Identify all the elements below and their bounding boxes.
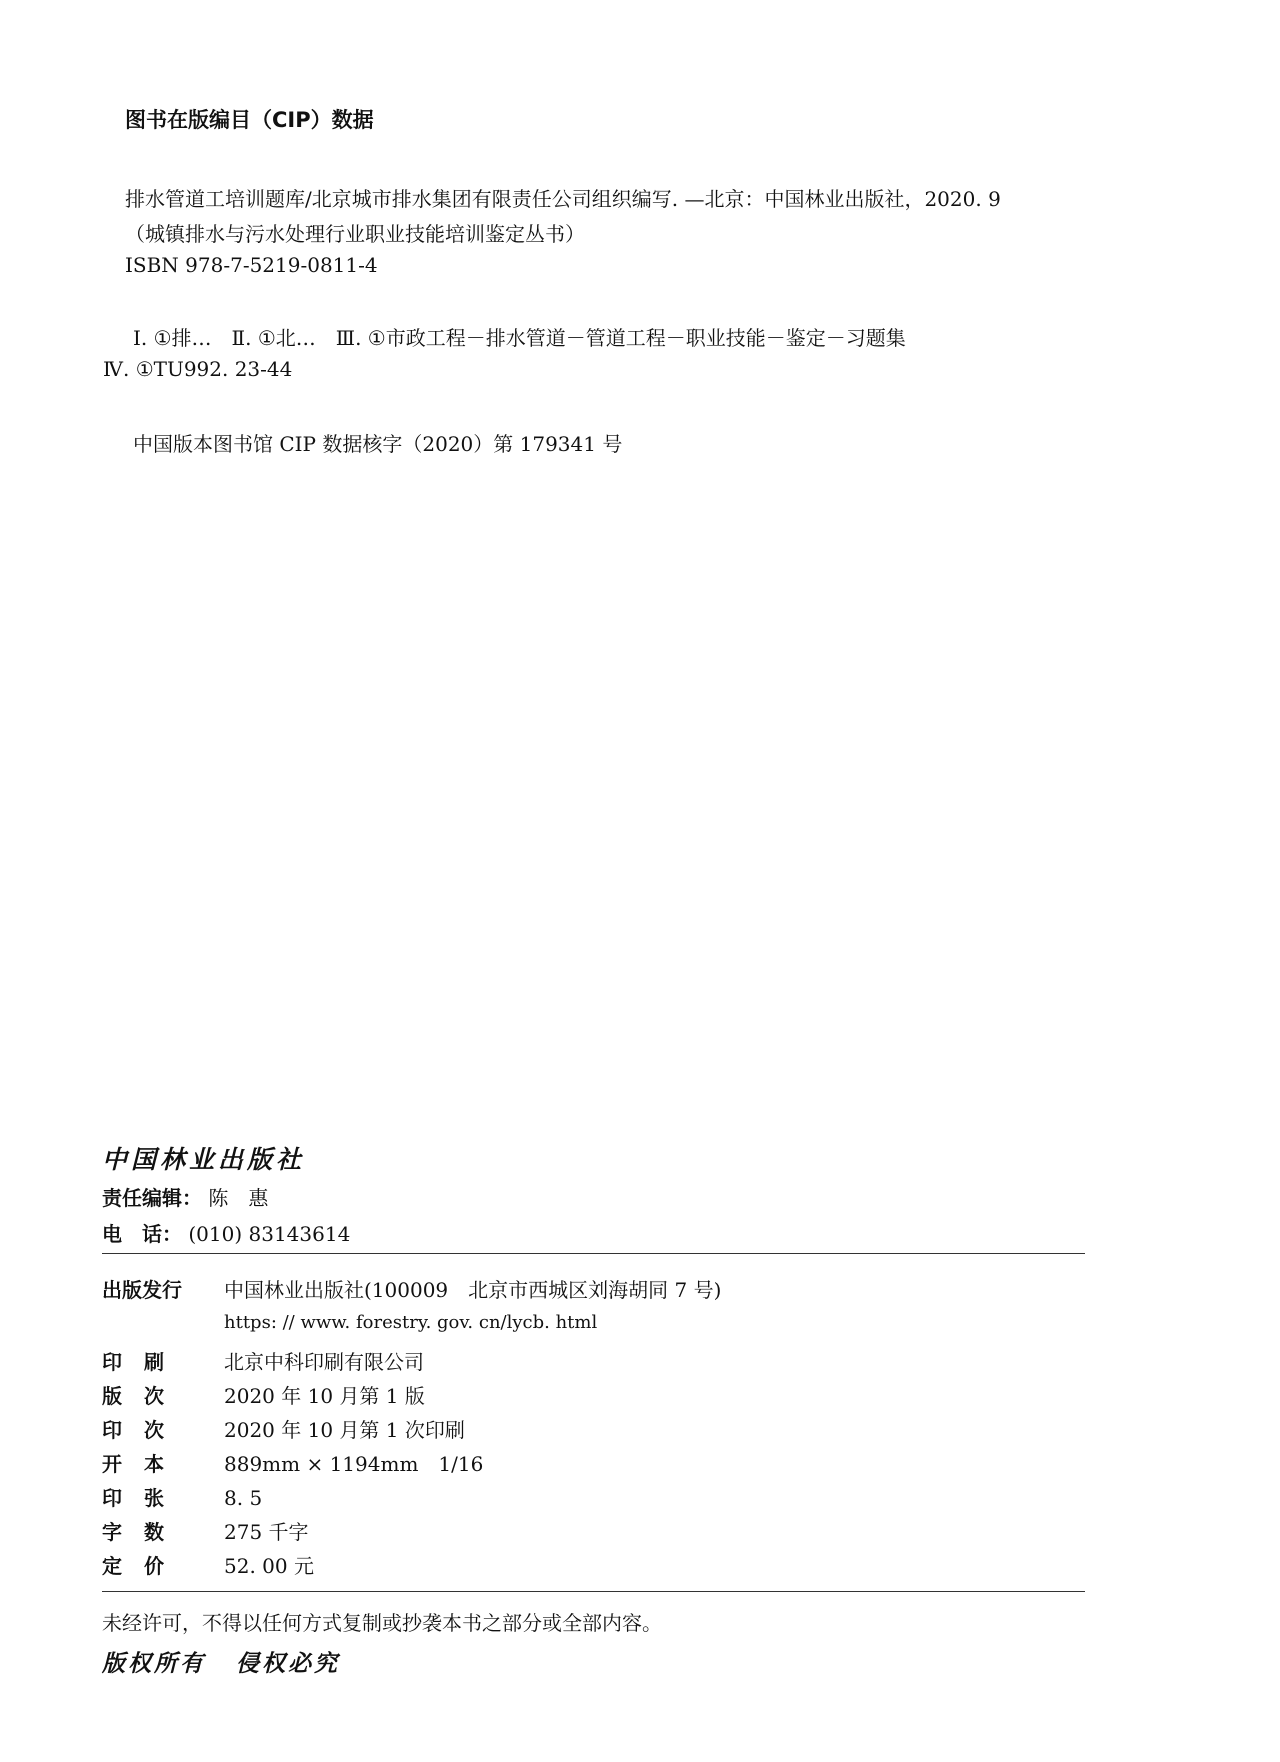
cip-isbn: ISBN 978-7-5219-0811-4 [125,253,378,277]
spec-row-sheets [102,1482,262,1511]
spec-row-publisher [102,1274,721,1303]
cip-heading: 图书在版编目（CIP）数据 [125,108,374,132]
spec-row-price [102,1550,314,1579]
spec-row-printer [102,1346,424,1375]
phone-label: 电 话： [102,1222,182,1246]
spec-label: 字数 [102,1520,186,1544]
cip-subject-line: Ⅰ. ①排… Ⅱ. ①北… Ⅲ. ①市政工程－排水管道－管道工程－职业技能－鉴定－习题集 [133,326,906,350]
spec-label: 出版发行 [102,1278,182,1302]
cip-record-line: 中国版本图书馆 CIP 数据核字（2020）第 179341 号 [133,432,623,456]
cip-title-line: 排水管道工培训题库/北京城市排水集团有限责任公司组织编写. —北京：中国林业出版社，2020. 9 [125,187,1001,211]
spec-label: 印张 [102,1486,186,1510]
copying-notice: 未经许可，不得以任何方式复制或抄袭本书之部分或全部内容。 [102,1611,662,1635]
editor-label: 责任编辑： [102,1186,202,1210]
spec-row-format [102,1448,483,1477]
divider-bottom [102,1591,1085,1592]
spec-row-edition [102,1380,425,1409]
phone-value: (010) 83143614 [188,1222,351,1246]
phone-line [102,1218,350,1247]
cip-series-line: （城镇排水与污水处理行业职业技能培训鉴定丛书） [125,222,585,246]
editor-line [102,1182,268,1211]
spec-label: 版次 [102,1384,186,1408]
cip-classification-line: Ⅳ. ①TU992. 23-44 [103,357,293,381]
spec-value: 2020 年 10 月第 1 次印刷 [224,1418,465,1442]
spec-row-impression [102,1414,465,1443]
spec-value: 275 千字 [224,1520,309,1544]
spec-label: 开本 [102,1452,186,1476]
editor-value: 陈 惠 [208,1186,269,1210]
infringement-notice: 侵权必究 [236,1650,340,1677]
spec-value: 8. 5 [224,1486,263,1510]
spec-value: 2020 年 10 月第 1 版 [224,1384,425,1408]
spec-label: 印次 [102,1418,186,1442]
divider-top [102,1253,1085,1254]
publisher-name: 中国林业出版社 [102,1145,306,1174]
website-url: https: // www. forestry. gov. cn/lycb. html [224,1312,598,1333]
spec-label: 印刷 [102,1350,186,1374]
spec-label: 定价 [102,1554,186,1578]
spec-value: 中国林业出版社(100009 北京市西城区刘海胡同 7 号) [224,1278,722,1302]
rights-reserved: 版权所有 [102,1650,206,1677]
rights-line [102,1645,340,1678]
spec-value: 北京中科印刷有限公司 [224,1350,424,1374]
spec-value: 52. 00 元 [224,1554,314,1578]
spec-value: 889mm × 1194mm 1/16 [224,1452,484,1476]
spec-row-wordcount [102,1516,309,1545]
